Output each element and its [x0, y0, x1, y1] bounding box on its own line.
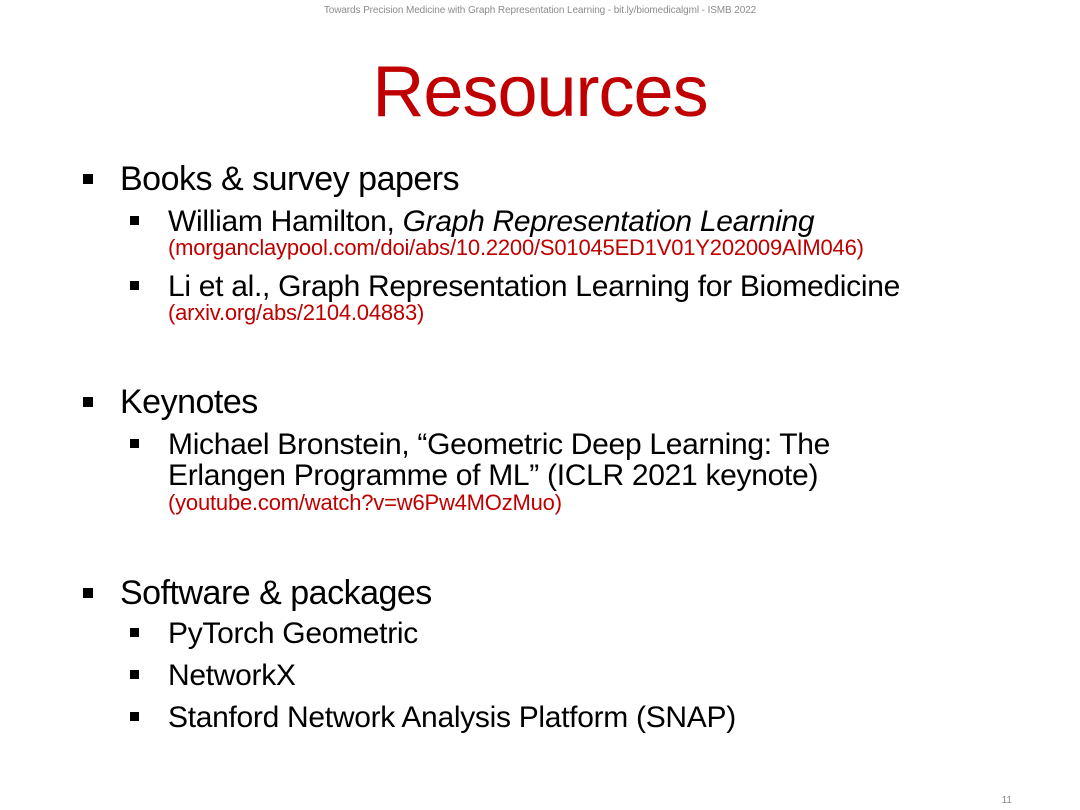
list-item-hamilton — [0, 205, 1080, 261]
square-bullet-icon — [130, 439, 139, 448]
item-line-2: Erlangen Programme of ML” (ICLR 2021 keynote) — [168, 459, 819, 492]
list-item-bronstein — [0, 428, 1080, 516]
square-bullet-icon — [130, 216, 139, 225]
item-author: William Hamilton, — [168, 205, 403, 238]
section-heading-software — [0, 573, 1080, 613]
section-heading-keynotes — [0, 382, 1080, 422]
list-item-networkx — [0, 659, 1080, 692]
square-bullet-icon — [130, 670, 139, 679]
item-book-title: Graph Representation Learning — [402, 205, 815, 238]
square-bullet-icon — [130, 712, 139, 721]
section-heading-label: Software & packages — [120, 574, 432, 612]
page-number: 11 — [1001, 795, 1012, 806]
list-item-pyg — [0, 617, 1080, 650]
section-books — [0, 159, 1080, 326]
section-heading-books — [0, 159, 1080, 199]
header-note: Towards Precision Medicine with Graph Representation Learning - bit.ly/biomedicalgml - ISMB 2022 — [323, 5, 757, 16]
square-bullet-icon — [130, 281, 139, 290]
list-item-snap — [0, 701, 1080, 734]
square-bullet-icon — [83, 397, 93, 407]
square-bullet-icon — [83, 174, 93, 184]
item-link[interactable]: (youtube.com/watch?v=w6Pw4MOzMuo) — [168, 490, 562, 515]
slide-title: Resources — [372, 52, 708, 132]
item-text: Li et al., Graph Representation Learning for Biomedicine — [168, 270, 900, 303]
section-heading-label: Books & survey papers — [120, 160, 460, 198]
item-text: NetworkX — [168, 659, 296, 692]
item-link[interactable]: (arxiv.org/abs/2104.04883) — [168, 300, 425, 325]
item-link[interactable]: (morganclaypool.com/doi/abs/10.2200/S01045ED1V01Y202009AIM046) — [168, 235, 864, 260]
square-bullet-icon — [83, 588, 93, 598]
list-item-li — [0, 270, 1080, 326]
item-line-1: Michael Bronstein, “Geometric Deep Learning: The — [168, 428, 831, 461]
item-text: PyTorch Geometric — [168, 617, 418, 650]
section-keynotes — [0, 382, 1080, 516]
item-text: Stanford Network Analysis Platform (SNAP) — [168, 701, 736, 734]
square-bullet-icon — [130, 628, 139, 637]
section-heading-label: Keynotes — [120, 383, 258, 421]
section-software — [0, 573, 1080, 734]
